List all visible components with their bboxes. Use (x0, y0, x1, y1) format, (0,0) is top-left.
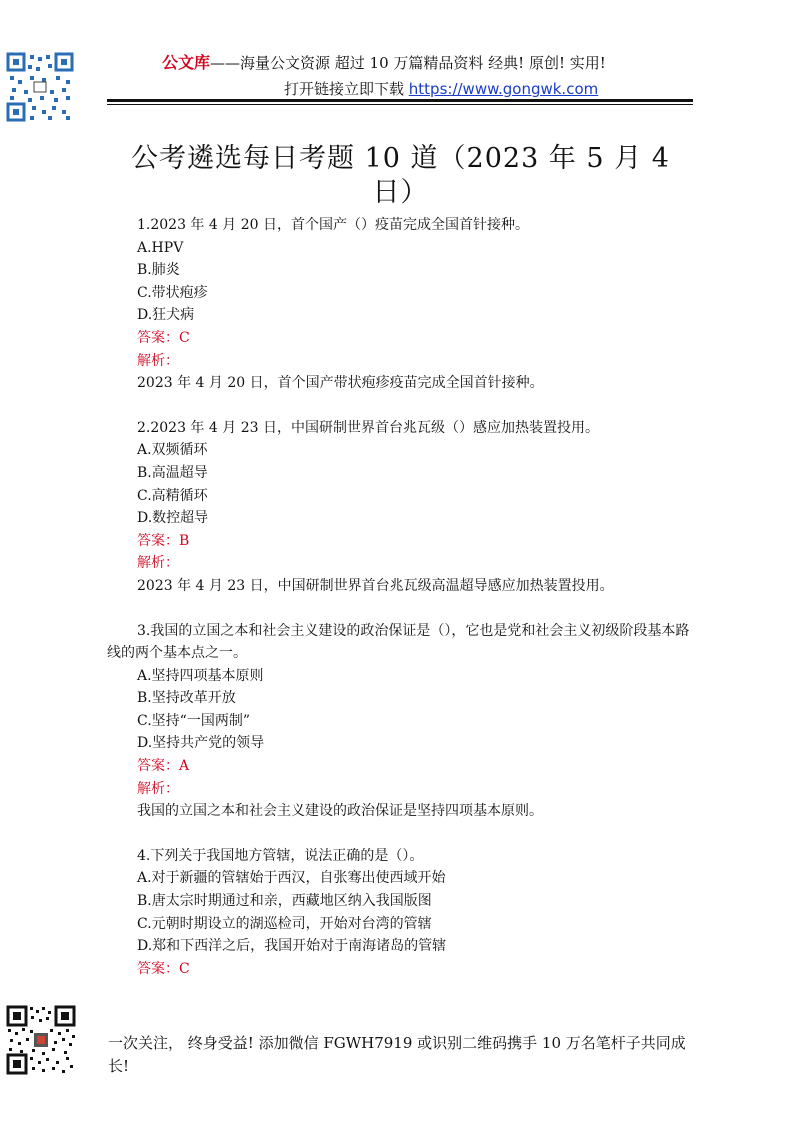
option: D.坚持共产党的领导 (137, 735, 265, 752)
brand-name: 公文库 (162, 53, 211, 72)
question-1 (137, 214, 695, 395)
question-2 (137, 417, 695, 598)
qr-code-icon (6, 1005, 76, 1075)
download-prefix: 打开链接立即下载 (284, 80, 409, 98)
header-divider-thin (107, 104, 693, 105)
analysis: 2023 年 4 月 20 日，首个国产带状疱疹疫苗完成全国首针接种。 (137, 375, 544, 392)
question-stem: 4.下列关于我国地方管辖，说法正确的是（）。 (137, 847, 424, 864)
answer: 答案：C (137, 960, 190, 977)
page-title: 公考遴选每日考题 10 道（2023 年 5 月 4 日） (131, 143, 670, 208)
answer: 答案：B (137, 532, 190, 549)
answer: 答案：C (137, 329, 190, 346)
option: C.带状疱疹 (137, 284, 208, 301)
question-3 (107, 620, 695, 823)
header-divider (107, 99, 693, 102)
footer-text: 一次关注， 终身受益! 添加微信 FGWH7919 或识别二维码携手 10 万名笔杆子共同成长! (108, 1034, 686, 1075)
analysis-label: 解析： (137, 352, 179, 369)
option: C.坚持“一国两制” (137, 712, 250, 729)
option: C.高精循环 (137, 487, 208, 504)
analysis: 2023 年 4 月 23 日，中国研制世界首台兆瓦级高温超导感应加热装置投用。 (137, 577, 614, 594)
download-link[interactable]: https://www.gongwk.com (408, 80, 599, 98)
analysis: 我国的立国之本和社会主义建设的政治保证是坚持四项基本原则。 (137, 803, 543, 820)
option: B.唐太宗时期通过和亲，西藏地区纳入我国版图 (137, 893, 432, 910)
question-list (107, 214, 695, 980)
option: C.元朝时期设立的湖巡检司，开始对台湾的管辖 (137, 915, 432, 932)
option: A.对于新疆的管辖始于西汉，自张骞出使西域开始 (137, 870, 446, 887)
header-brand-line (162, 50, 606, 73)
option: D.郑和下西洋之后，我国开始对于南海诸岛的管辖 (137, 938, 447, 955)
option: A.HPV (137, 239, 184, 256)
option: B.高温超导 (137, 464, 208, 481)
question-4 (137, 845, 695, 981)
download-line (284, 78, 598, 99)
answer: 答案：A (137, 758, 190, 775)
option: B.肺炎 (137, 262, 180, 279)
option: A.坚持四项基本原则 (137, 667, 264, 684)
option: D.狂犬病 (137, 307, 195, 324)
brand-tagline: ——海量公文资源 超过 10 万篇精品资料 经典! 原创! 实用! (210, 54, 606, 72)
option: A.双频循环 (137, 442, 208, 459)
question-stem: 3.我国的立国之本和社会主义建设的政治保证是（），它也是党和社会主义初级阶段基本路线的两个基本点之一。 (107, 622, 690, 662)
qr-code-icon (6, 52, 74, 122)
analysis-label: 解析： (137, 780, 179, 797)
analysis-label: 解析： (137, 555, 179, 572)
option: D.数控超导 (137, 510, 209, 527)
question-stem: 1.2023 年 4 月 20 日，首个国产（）疫苗完成全国首针接种。 (137, 217, 529, 233)
option: B.坚持改革开放 (137, 690, 236, 707)
question-stem: 2.2023 年 4 月 23 日，中国研制世界首台兆瓦级（）感应加热装置投用。 (137, 419, 599, 436)
